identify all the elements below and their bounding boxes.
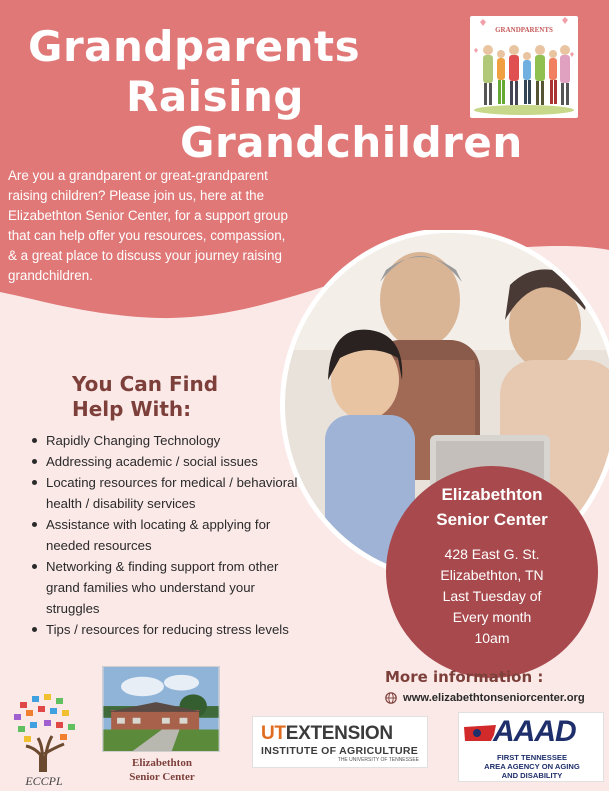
- ut-extension-logo: [252, 716, 428, 768]
- venue-when-line-2: Every month: [452, 609, 532, 625]
- building-caption: [102, 756, 222, 784]
- help-heading: [72, 372, 218, 422]
- ut-university: THE UNIVERSITY OF TENNESSEE: [337, 757, 419, 763]
- website-row: [385, 692, 585, 704]
- venue-city: Elizabethton, TN: [440, 567, 544, 583]
- eccpl-text: ECCPL: [25, 774, 63, 788]
- ut-prefix: UT: [261, 723, 286, 744]
- intro-paragraph: Are you a grandparent or great-grandparent raising children? Please join us, here at the Elizabethton Senior Center, for a support group that can help offer you resources, compassion, & a great place to discuss your journey raising grandchildren.: [8, 168, 288, 283]
- tennessee-state-icon: [463, 723, 497, 743]
- list-item: Tips / resources for reducing stress levels: [30, 619, 310, 640]
- venue-address: 428 East G. St.: [444, 546, 540, 562]
- help-heading-line-2: Help With:: [72, 397, 192, 421]
- badge-label: GRANDPARENTS: [495, 26, 553, 34]
- aaad-wordmark: AAAD: [493, 715, 576, 748]
- list-item: Locating resources for medical / behavioral health / disability services: [30, 472, 310, 514]
- venue-time: 10am: [474, 630, 510, 646]
- website-link[interactable]: www.elizabethtonseniorcenter.org: [403, 692, 585, 704]
- list-item: Assistance with locating & applying for needed resources: [30, 514, 310, 556]
- aaad-line-1: FIRST TENNESSEE: [496, 753, 568, 762]
- eccpl-logo: [6, 688, 82, 788]
- aaad-logo: [458, 712, 604, 782]
- venue-when-line-1: Last Tuesday of: [442, 588, 542, 604]
- ut-institute: INSTITUTE OF AGRICULTURE: [261, 745, 419, 757]
- aaad-line-3: AND DISABILITY: [501, 771, 563, 780]
- title-line-2: Raising: [126, 72, 304, 121]
- more-info-label: More information :: [385, 668, 544, 686]
- list-item: Networking & finding support from other grand families who understand your struggles: [30, 556, 310, 619]
- ut-extension-word: EXTENSION: [285, 723, 393, 744]
- ut-extension-title: [261, 723, 393, 745]
- building-caption-line-1: Elizabethton: [132, 757, 192, 769]
- venue-name-line-1: Elizabethton: [441, 485, 543, 504]
- grandparents-illustration: [466, 10, 582, 122]
- list-item: Rapidly Changing Technology: [30, 430, 310, 451]
- venue-name: [386, 482, 598, 532]
- venue-circle: [386, 466, 598, 678]
- venue-name-line-2: Senior Center: [436, 510, 548, 529]
- list-item: Addressing academic / social issues: [30, 451, 310, 472]
- help-heading-line-1: You Can Find: [72, 372, 219, 396]
- aaad-line-2: AREA AGENCY ON AGING: [484, 762, 580, 771]
- senior-center-building-photo: [102, 666, 220, 752]
- help-list: [30, 430, 310, 640]
- title-line-1: Grandparents: [28, 22, 361, 71]
- title-line-3: Grandchildren: [180, 118, 523, 167]
- globe-icon: [385, 692, 397, 704]
- building-caption-line-2: Senior Center: [129, 771, 195, 783]
